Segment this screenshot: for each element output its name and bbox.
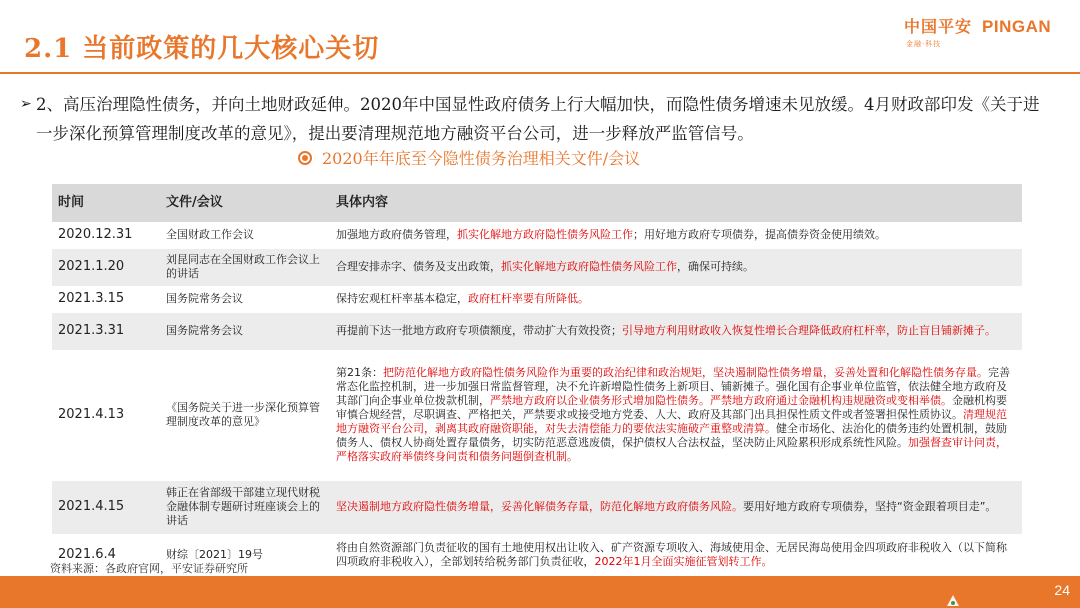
cell-content xyxy=(330,222,1022,248)
highlighted-text: 2022年1月全面实施征管划转工作。 xyxy=(594,555,773,568)
content-text: 合理安排赤字、债务及支出政策， xyxy=(336,260,501,273)
logo-english-text: PINGAN xyxy=(982,17,1052,36)
highlighted-text: 坚决遏制地方政府隐性债务增量，妥善化解债务存量，防范化解地方政府债务风险。 xyxy=(336,500,743,513)
table-row xyxy=(52,222,1022,248)
highlighted-text: 清理规范地方融资平台公司，剥离其政府融资职能，对失去清偿能力的要依法实施破产重整或清算。 xyxy=(336,408,1007,435)
table-caption xyxy=(298,146,640,169)
bullet-paragraph xyxy=(20,90,1046,148)
cell-time: 2021.4.13 xyxy=(52,350,160,480)
content-text: 金融机构要审慎合规经营，尽职调查、严格把关，严禁要求或接受地方党委、人大、政府及其部门出具担保性质文件或者签署担保性质协议。 xyxy=(336,394,1007,421)
bullet-arrow-icon: ➢ xyxy=(20,96,32,112)
content-text: 加强地方政府债务管理， xyxy=(336,227,457,241)
page-number: 24 xyxy=(1054,582,1070,598)
cell-content xyxy=(330,480,1022,534)
slide-title: 2.1 当前政策的几大核心关切 xyxy=(24,34,380,64)
header-content: 具体内容 xyxy=(330,184,1022,222)
table-row xyxy=(52,248,1022,286)
header-time: 时间 xyxy=(52,184,160,222)
content-text: 完善常态化监控机制，进一步加强日常监督管理，决不允许新增隐性债务上新项目、铺新摊子。强化国有企事业单位监管，依法健全地方政府及其部门向企事业单位拨款机制， xyxy=(336,366,1010,407)
highlighted-text: 加强督查审计问责，严格落实政府举债终身问责和债务问题倒查机制。 xyxy=(336,436,1007,463)
cell-document: 国务院常务会议 xyxy=(160,286,330,312)
cell-document: 国务院常务会议 xyxy=(160,312,330,350)
content-text: 保持宏观杠杆率基本稳定， xyxy=(336,292,468,305)
content-text: 将由自然资源部门负责征收的国有土地使用权出让收入、矿产资源专项收入、海域使用金、无居民海岛使用金四项政府非税收入（以下简称四项政府非税收入），全部划转给税务部门负责征收， xyxy=(336,541,1007,568)
logo-tagline: 金融·科技 xyxy=(906,40,942,48)
content-text: 健全市场化、法治化的债务违约处置机制，鼓励债务人、债权人协商处置存量债务，切实防范恶意逃废债，保护债权人合法权益，坚决防止风险累积形成系统性风险。 xyxy=(336,422,1007,449)
cell-time: 2021.1.20 xyxy=(52,248,160,286)
cell-document: 韩正在省部级干部建立现代财税金融体制专题研讨班座谈会上的讲话 xyxy=(160,480,330,534)
cell-time: 2021.3.15 xyxy=(52,286,160,312)
cell-content xyxy=(330,312,1022,350)
highlighted-text: 引导地方利用财政收入恢复性增长合理降低政府杠杆率，防止盲目铺新摊子。 xyxy=(622,324,996,337)
highlighted-text: 严禁地方政府以企业债务形式增加隐性债务。严禁地方政府通过金融机构违规融资或变相举债。 xyxy=(490,394,952,407)
content-text: ，确保可持续。 xyxy=(677,260,754,273)
cell-content xyxy=(330,534,1022,576)
cell-content xyxy=(330,248,1022,286)
logo-chinese-text: 中国平安 xyxy=(904,17,973,36)
cell-document: 全国财政工作会议 xyxy=(160,222,330,248)
target-bullet-icon xyxy=(298,151,312,165)
cell-time: 2021.6.4 xyxy=(52,534,160,576)
content-text: ；用好地方政府专项债券，提高债券资金使用绩效。 xyxy=(633,227,886,241)
cell-time: 2021.3.31 xyxy=(52,312,160,350)
table-header-row xyxy=(52,184,1022,222)
content-text: 第21条： xyxy=(336,366,383,379)
cell-content xyxy=(330,350,1022,480)
title-divider xyxy=(0,72,1080,74)
highlighted-text: 抓实化解地方政府隐性债务风险工作 xyxy=(457,227,633,241)
bullet-text: 2、高压治理隐性债务，并向土地财政延伸。2020年中国显性政府债务上行大幅加快，而隐性债务增速未见放缓。4月财政部印发《关于进一步深化预算管理制度改革的意见》，提出要清理规范地方融资平台公司，进一步释放严监管信号。 xyxy=(36,95,1040,143)
cell-time: 2021.4.15 xyxy=(52,480,160,534)
table-caption-text: 2020年年底至今隐性债务治理相关文件/会议 xyxy=(322,149,641,168)
footer-bar xyxy=(0,576,1080,608)
source-note: 资料来源：各政府官网，平安证券研究所 xyxy=(50,562,248,575)
cell-time: 2020.12.31 xyxy=(52,222,160,248)
company-logo xyxy=(904,14,1074,50)
table-row xyxy=(52,312,1022,350)
table-row xyxy=(52,480,1022,534)
corner-logo-icon xyxy=(946,594,960,608)
highlighted-text: 把防范化解地方政府隐性债务风险作为重要的政治纪律和政治规矩，坚决遏制隐性债务增量，妥善处置和化解隐性债务存量。 xyxy=(383,366,988,379)
cell-document: 《国务院关于进一步深化预算管理制度改革的意见》 xyxy=(160,350,330,480)
table-row xyxy=(52,286,1022,312)
cell-document: 财综〔2021〕19号 xyxy=(160,534,330,576)
content-text: 要用好地方政府专项债券，坚持“资金跟着项目走”。 xyxy=(743,500,997,513)
highlighted-text: 抓实化解地方政府隐性债务风险工作 xyxy=(501,260,677,273)
highlighted-text: 政府杠杆率要有所降低。 xyxy=(468,292,589,305)
cell-content xyxy=(330,286,1022,312)
header-document: 文件/会议 xyxy=(160,184,330,222)
cell-document: 刘昆同志在全国财政工作会议上的讲话 xyxy=(160,248,330,286)
content-text: 再提前下达一批地方政府专项债额度，带动扩大有效投资； xyxy=(336,324,622,337)
policy-table xyxy=(52,184,1022,577)
table-row xyxy=(52,350,1022,480)
